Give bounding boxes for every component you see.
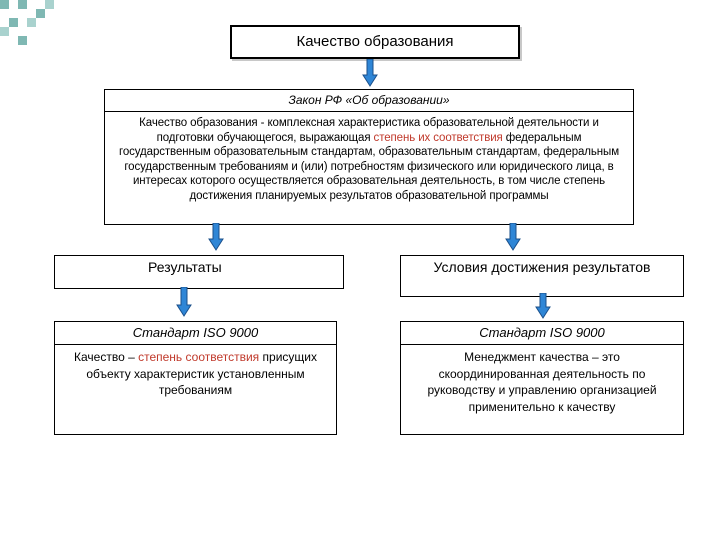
corner-decoration [0,0,60,50]
conditions-box [400,255,684,297]
law-text-end: федеральным государственным образовательным стандартам, образовательным стандартам, федеральным государственным требованиям и (или) потребностям физического или юридического лица, в интересах которого осуществляется образовательная деятельность, в том числе степень достижения планируемых результатов образовательной программы [118,131,620,202]
arrow-down-icon [535,293,551,319]
results-box [54,255,344,289]
arrow-down-icon [362,59,378,87]
arrow-down-icon [208,223,224,251]
iso-definition-right [400,344,684,435]
law-text-highlight: степень их соответствия [373,131,503,144]
law-definition-box [104,111,634,225]
iso-left-text-highlight: степень соответствия [138,350,260,364]
iso-heading-left [54,321,337,345]
title-box [230,25,520,59]
title-text: Качество образования [296,33,454,50]
iso-left-text-start: Качество – [74,350,139,364]
iso-heading-right-text: Стандарт ISO 9000 [479,325,605,340]
law-text-start: Качество образования - комплексная характеристика образовательной деятельности и подготовки обучающегося, выражающая [139,117,599,144]
arrow-down-icon [505,223,521,251]
conditions-label: Условия достижения результатов [433,259,651,275]
iso-heading-left-text: Стандарт ISO 9000 [132,325,259,340]
results-label: Результаты [148,259,222,275]
arrow-down-icon [176,287,192,317]
law-heading-box [104,89,634,112]
law-heading: Закон РФ «Об образовании» [288,93,450,107]
iso-heading-right [400,321,684,345]
iso-definition-left [54,344,337,435]
iso-left-text-end: присущих объекту характеристик установленным требованиям [86,350,317,397]
iso-right-text: Менеджмент качества – это скоординированная деятельность по руководству и управлению организацией применительно к качеству [427,350,657,414]
